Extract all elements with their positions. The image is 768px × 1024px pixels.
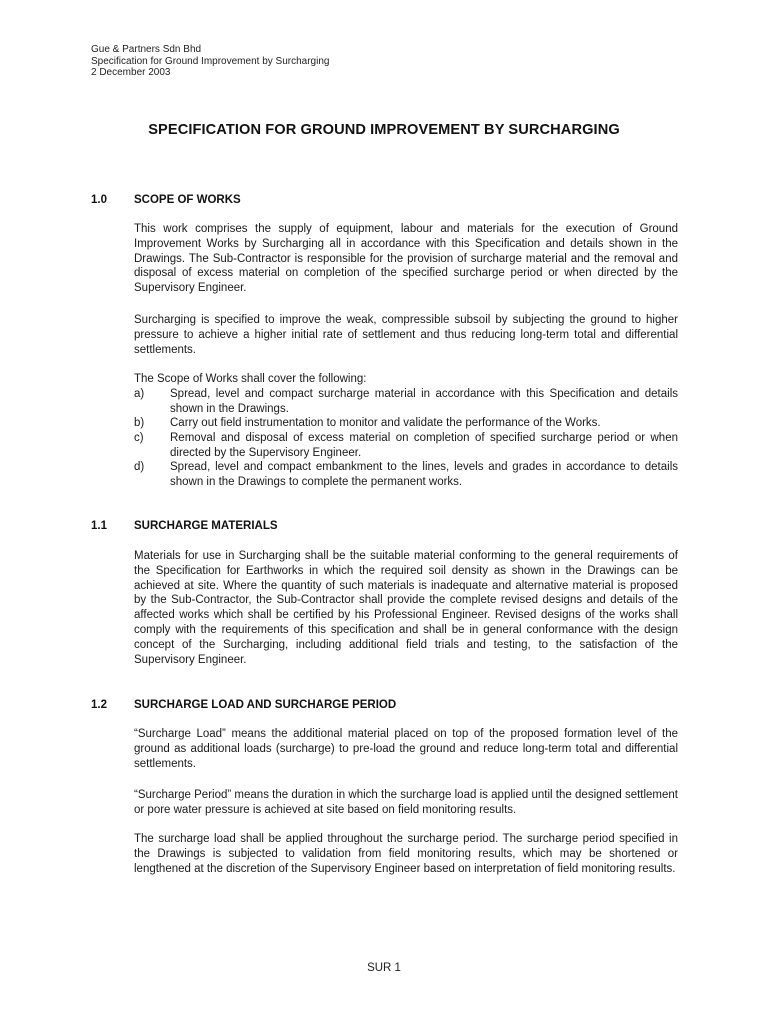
document-header	[91, 44, 329, 79]
list-item-text: Carry out field instrumentation to monitor and validate the performance of the Works.	[170, 417, 601, 429]
page-title: SPECIFICATION FOR GROUND IMPROVEMENT BY SURCHARGING	[148, 122, 620, 138]
list-item-text: Removal and disposal of excess material on completion of specified surcharge period or when directed by the Supervisory Engineer.	[170, 432, 678, 459]
document-date: 2 December 2003	[91, 67, 171, 78]
section-number: 1.2	[91, 699, 107, 711]
paragraph: The Scope of Works shall cover the following:	[134, 373, 367, 385]
paragraph: “Surcharge Period” means the duration in which the surcharge load is applied until the designed settlement or pore water pressure is achieved at site based on field monitoring results.	[134, 789, 678, 816]
list-item-label: a)	[134, 388, 145, 400]
paragraph: “Surcharge Load” means the additional material placed on top of the proposed formation level of the ground as additional loads (surcharge) to pre-load the ground and reduce long-term total and differential settlements.	[134, 728, 678, 770]
paragraph: The surcharge load shall be applied throughout the surcharge period. The surcharge period specified in the Drawings is subjected to validation from field monitoring results, which may be shortened or lengthened at the discretion of the Supervisory Engineer based on interpretation of field monitoring results.	[134, 833, 678, 875]
paragraph: This work comprises the supply of equipment, labour and materials for the execution of Ground Improvement Works by Surcharging all in accordance with this Specification and details shown in the Drawings. The Sub-Contractor is responsible for the provision of surcharge material and the removal and disposal of excess material on completion of the specified surcharge period or when directed by the Supervisory Engineer.	[134, 223, 678, 295]
list-item-text: Spread, level and compact surcharge material in accordance with this Specification and details shown in the Drawings.	[170, 388, 678, 415]
section-title: SURCHARGE LOAD AND SURCHARGE PERIOD	[134, 699, 397, 711]
document-name: Specification for Ground Improvement by Surcharging	[91, 55, 330, 67]
section-number: 1.0	[91, 194, 107, 206]
section-title: SCOPE OF WORKS	[134, 194, 241, 206]
section-title: SURCHARGE MATERIALS	[134, 520, 278, 532]
list-item-label: b)	[134, 417, 145, 429]
list-item-label: d)	[134, 461, 145, 473]
page-number: SUR 1	[367, 962, 401, 974]
list-item-text: Spread, level and compact embankment to the lines, levels and grades in accordance to details shown in the Drawings to complete the permanent works.	[170, 461, 678, 488]
section-number: 1.1	[91, 520, 107, 532]
paragraph: Materials for use in Surcharging shall be the suitable material conforming to the general requirements of the Specification for Earthworks in which the required soil density as shown in the Drawings can be achieved at site. Where the quantity of such materials is inadequate and alternative material is proposed by the Sub-Contractor, the Sub-Contractor shall provide the complete revised designs and details of the affected works which shall be certified by his Professional Engineer. Revised designs of the works shall comply with the requirements of this specification and shall be in general conformance with the design concept of the Surcharging, including additional field trials and testing, to the satisfaction of the Supervisory Engineer.	[134, 550, 678, 666]
list-item-label: c)	[134, 432, 144, 444]
company-name: Gue & Partners Sdn Bhd	[91, 44, 202, 55]
paragraph: Surcharging is specified to improve the weak, compressible subsoil by subjecting the ground to higher pressure to achieve a higher initial rate of settlement and thus reducing long-term total and differential settlements.	[134, 314, 678, 356]
